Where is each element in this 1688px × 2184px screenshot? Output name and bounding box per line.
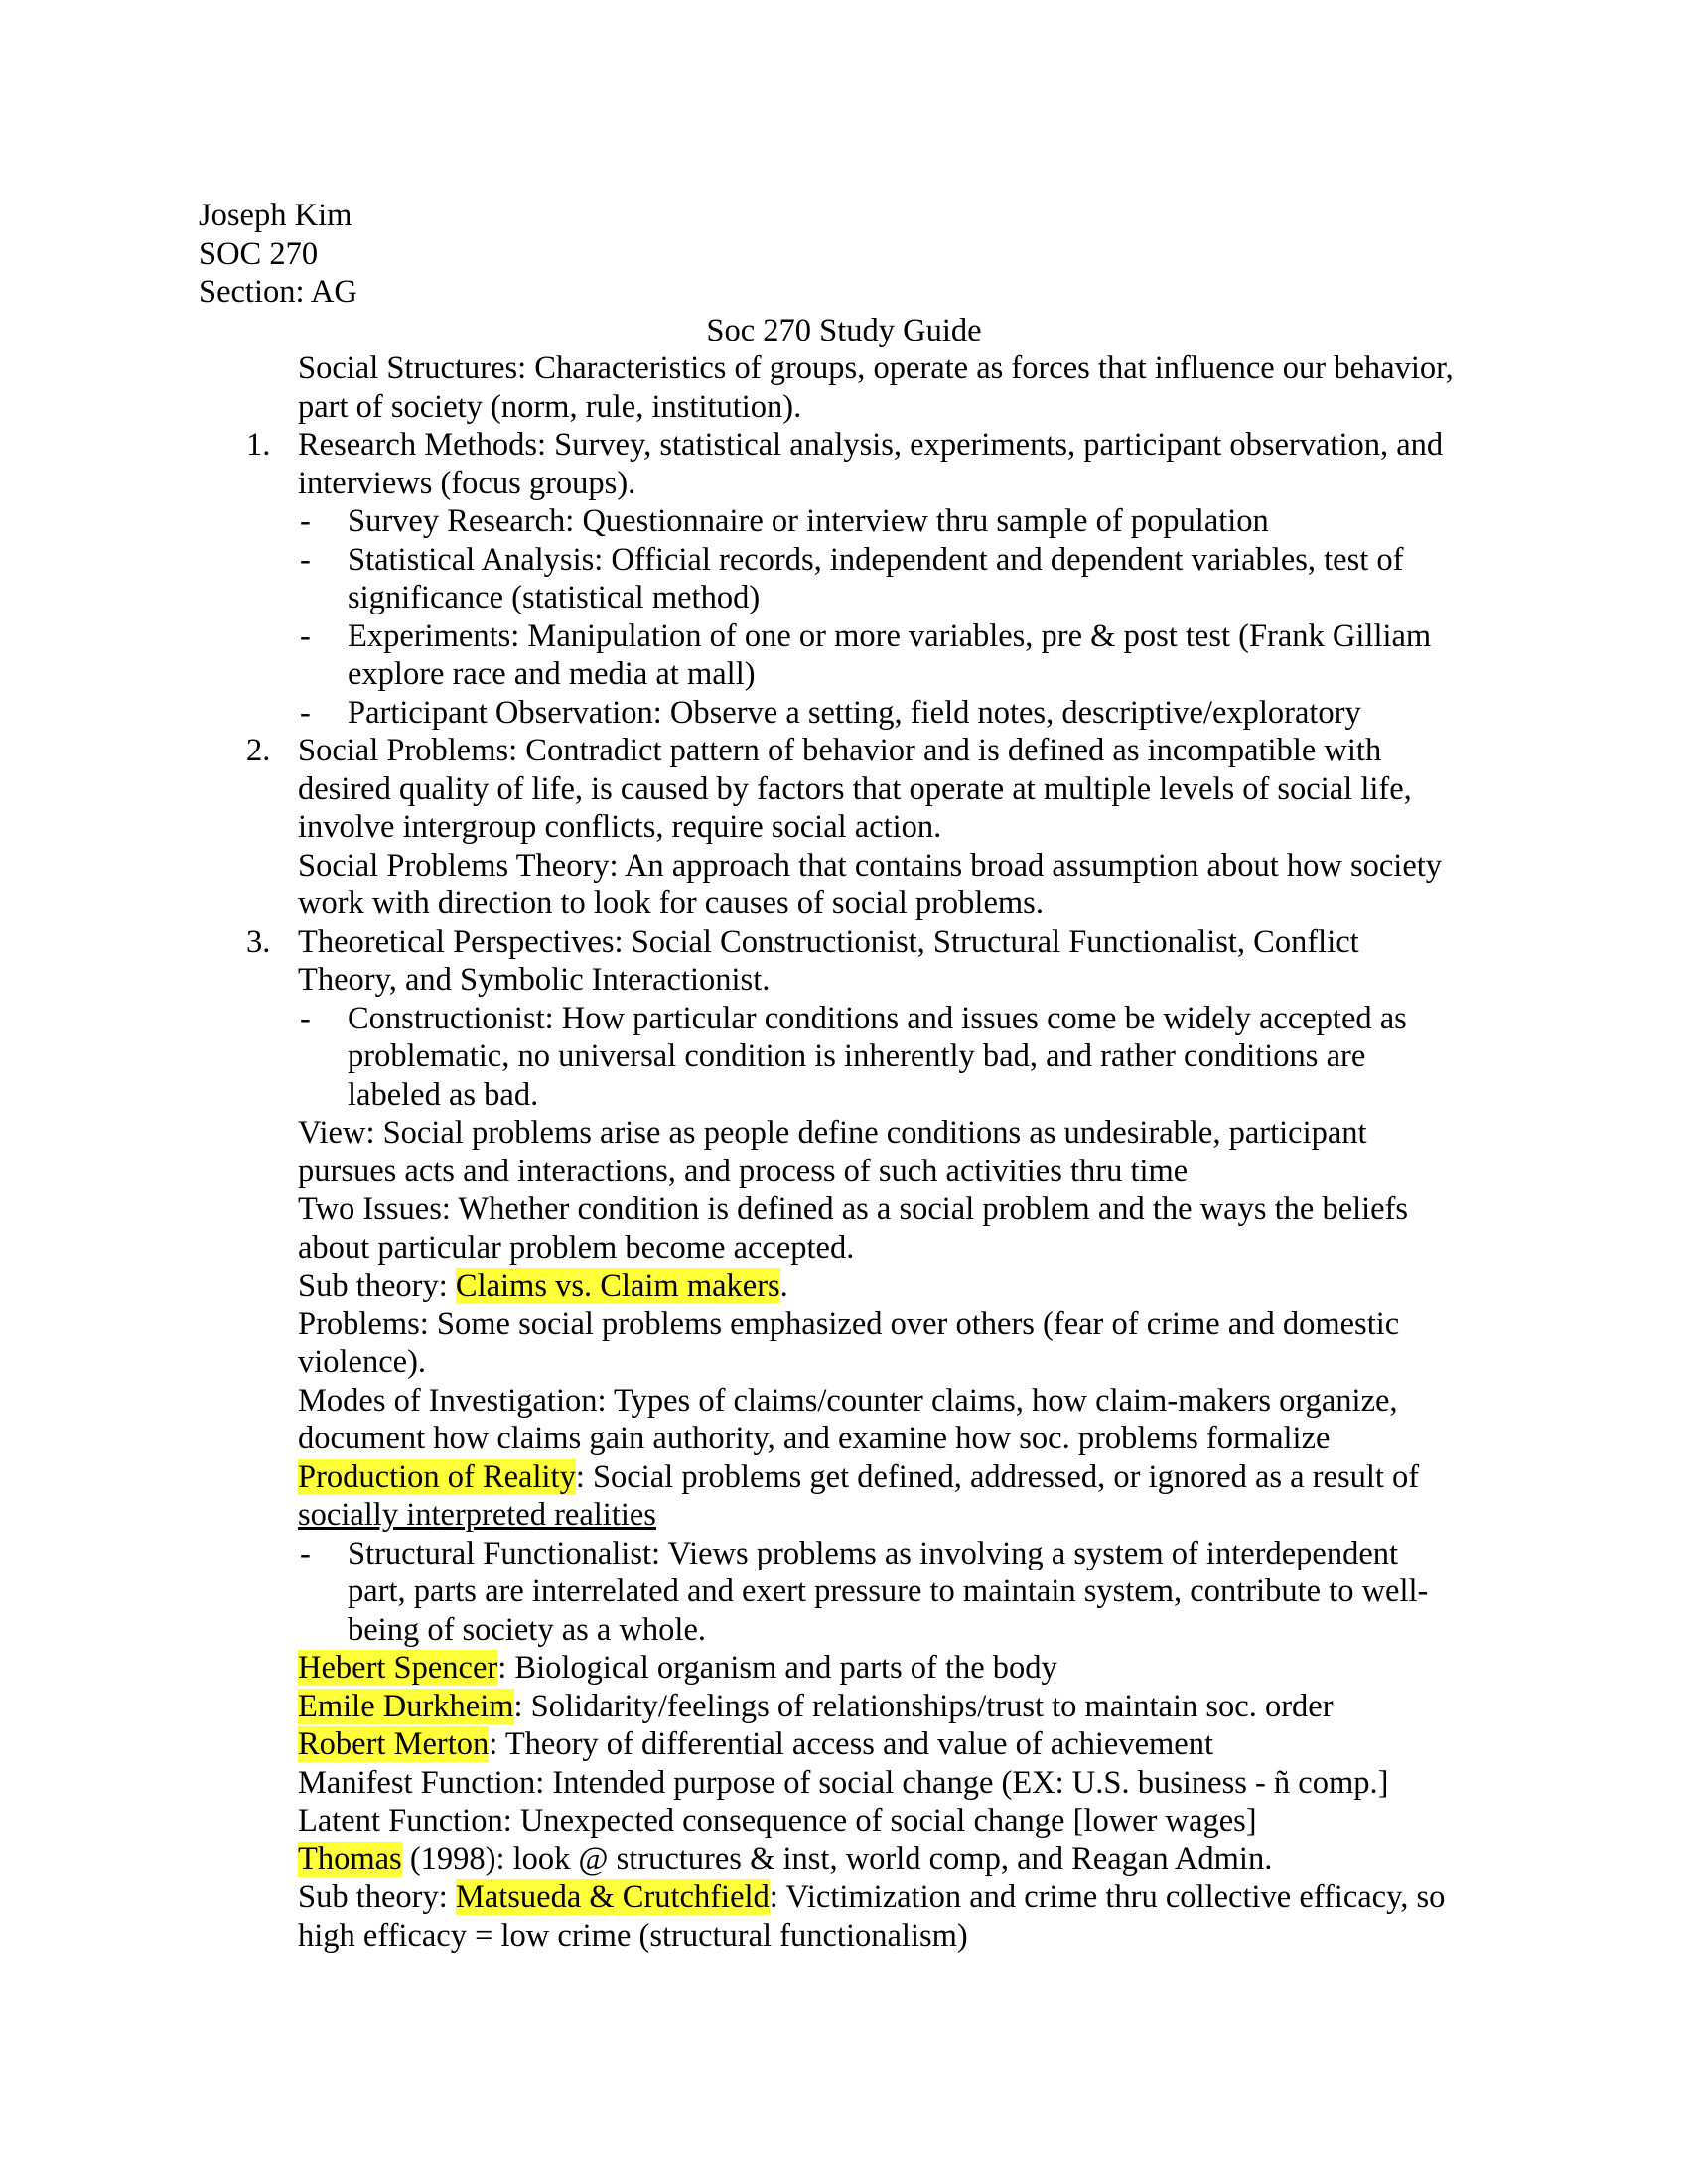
bullet-survey-research <box>298 502 1494 541</box>
text-line <box>298 1649 1494 1688</box>
view-paragraph <box>298 1114 1494 1190</box>
text-line: pursues acts and interactions, and process of such activities thru time <box>298 1153 1189 1189</box>
theorist-spencer <box>298 1649 1494 1688</box>
highlighted-term: Hebert Spencer <box>298 1650 498 1686</box>
subtheory-prefix: Sub theory: <box>298 1879 456 1915</box>
text-line: problematic, no universal condition is inherently bad, and rather conditions are <box>348 1038 1366 1074</box>
manifest-function <box>298 1764 1494 1803</box>
subtheory-claims <box>298 1267 1494 1305</box>
latent-function <box>298 1802 1494 1841</box>
subtheory-suffix: : Victimization and crime thru collective efficacy, so <box>769 1879 1446 1915</box>
definition-text: (1998): look @ structures & inst, world comp, and Reagan Admin. <box>401 1841 1273 1877</box>
subtheory-prefix: Sub theory: <box>298 1268 456 1303</box>
text-line: part of society (norm, rule, institution). <box>298 388 802 425</box>
social-problems-theory <box>298 847 1494 923</box>
production-of-reality <box>298 1458 1494 1535</box>
text-line <box>298 1496 1494 1535</box>
text-line: Participant Observation: Observe a setting, field notes, descriptive/exploratory <box>348 694 1361 731</box>
list-number: 1. <box>246 427 271 463</box>
list-item-theoretical-perspectives <box>246 923 1494 1000</box>
subtheory-matsueda <box>298 1878 1494 1955</box>
underlined-text: socially interpreted realities <box>298 1497 656 1533</box>
bullet-constructionist <box>298 1000 1494 1115</box>
text-line: Theoretical Perspectives: Social Constructionist, Structural Functionalist, Conflict <box>298 923 1359 960</box>
subtheory-suffix: . <box>779 1268 788 1303</box>
text-line: Experiments: Manipulation of one or more variables, pre & post test (Frank Gilliam <box>348 617 1432 654</box>
problems-paragraph <box>298 1305 1494 1382</box>
text-line: violence). <box>298 1344 427 1380</box>
theorist-merton <box>298 1725 1494 1764</box>
definition-text: : Theory of differential access and value of achievement <box>489 1726 1213 1762</box>
intro-paragraph <box>298 349 1494 426</box>
text-line: Social Problems Theory: An approach that contains broad assumption about how society <box>298 847 1443 884</box>
text-line <box>298 1725 1494 1764</box>
modes-of-investigation <box>298 1382 1494 1458</box>
bullet-dash: - <box>300 503 311 539</box>
theorist-thomas <box>298 1841 1494 1879</box>
bullet-dash: - <box>300 541 311 578</box>
text-line: involve intergroup conflicts, require social action. <box>298 809 942 845</box>
text-line: Theory, and Symbolic Interactionist. <box>298 962 771 998</box>
text-line: Social Problems: Contradict pattern of behavior and is defined as incompatible with <box>298 733 1382 768</box>
list-number: 3. <box>246 923 271 960</box>
text-line <box>298 1688 1494 1726</box>
text-line: part, parts are interrelated and exert pressure to maintain system, contribute to well- <box>348 1573 1429 1609</box>
document-title: Soc 270 Study Guide <box>706 313 982 348</box>
list-item-research-methods <box>246 426 1494 502</box>
text-line: about particular problem become accepted. <box>298 1229 855 1266</box>
document-body <box>246 349 1494 1955</box>
bullet-dash: - <box>300 1000 311 1036</box>
text-line: Modes of Investigation: Types of claims/counter claims, how claim-makers organize, <box>298 1382 1398 1419</box>
section-label: Section: AG <box>199 274 357 310</box>
text-line: work with direction to look for causes of social problems. <box>298 886 1044 921</box>
text-line <box>298 1841 1494 1879</box>
text-line: significance (statistical method) <box>348 580 761 615</box>
two-issues-paragraph <box>298 1190 1494 1267</box>
list-number: 2. <box>246 733 271 768</box>
text-line: Survey Research: Questionnaire or interview thru sample of population <box>348 503 1269 539</box>
document-header <box>199 197 357 312</box>
text-line <box>298 1267 1494 1305</box>
text-line: View: Social problems arise as people define conditions as undesirable, participant <box>298 1115 1367 1151</box>
text-line <box>298 1878 1494 1917</box>
highlighted-term: Emile Durkheim <box>298 1688 514 1724</box>
list-item-social-problems <box>246 732 1494 847</box>
student-name: Joseph Kim <box>199 198 352 233</box>
bullet-statistical-analysis <box>298 541 1494 617</box>
text-line: high efficacy = low crime (structural functionalism) <box>298 1917 968 1954</box>
bullet-structural-functionalist <box>298 1535 1494 1650</box>
text-line: Constructionist: How particular conditions and issues come be widely accepted as <box>348 1000 1407 1036</box>
text-line: Statistical Analysis: Official records, independent and dependent variables, test of <box>348 541 1404 578</box>
text-line: document how claims gain authority, and examine how soc. problems formalize <box>298 1421 1331 1456</box>
theorist-durkheim <box>298 1688 1494 1726</box>
highlighted-term: Thomas <box>298 1841 402 1877</box>
bullet-experiments <box>298 617 1494 694</box>
highlighted-term: Robert Merton <box>298 1726 490 1762</box>
text-line: explore race and media at mall) <box>348 656 756 692</box>
text-line: Problems: Some social problems emphasized over others (fear of crime and domestic <box>298 1305 1400 1342</box>
course-code: SOC 270 <box>199 235 319 272</box>
bullet-dash: - <box>300 694 311 731</box>
definition-text: : Solidarity/feelings of relationships/trust to maintain soc. order <box>513 1688 1334 1724</box>
highlighted-term: Claims vs. Claim makers <box>455 1268 780 1303</box>
text-line: being of society as a whole. <box>348 1611 707 1648</box>
text-line: Research Methods: Survey, statistical analysis, experiments, participant observation, and <box>298 427 1444 463</box>
text-line: Two Issues: Whether condition is defined as a social problem and the ways the beliefs <box>298 1191 1409 1227</box>
text-line: Social Structures: Characteristics of groups, operate as forces that influence our behavior, <box>298 350 1454 386</box>
definition-text: : Social problems get defined, addressed, or ignored as a result of <box>575 1458 1420 1495</box>
highlighted-term: Matsueda & Crutchfield <box>455 1879 770 1915</box>
bullet-dash: - <box>300 617 311 654</box>
text-line: interviews (focus groups). <box>298 465 636 501</box>
text-line: Latent Function: Unexpected consequence of social change [lower wages] <box>298 1803 1257 1839</box>
definition-text: : Biological organism and parts of the body <box>497 1650 1057 1686</box>
text-line: desired quality of life, is caused by factors that operate at multiple levels of social life, <box>298 770 1412 807</box>
bullet-participant-observation <box>298 694 1494 733</box>
text-line: Manifest Function: Intended purpose of social change (EX: U.S. business - ñ comp.] <box>298 1764 1389 1801</box>
text-line: labeled as bad. <box>348 1076 539 1113</box>
highlighted-term: Production of Reality <box>298 1458 576 1495</box>
bullet-dash: - <box>300 1535 311 1571</box>
text-line <box>298 1458 1494 1497</box>
text-line: Structural Functionalist: Views problems as involving a system of interdependent <box>348 1535 1399 1571</box>
